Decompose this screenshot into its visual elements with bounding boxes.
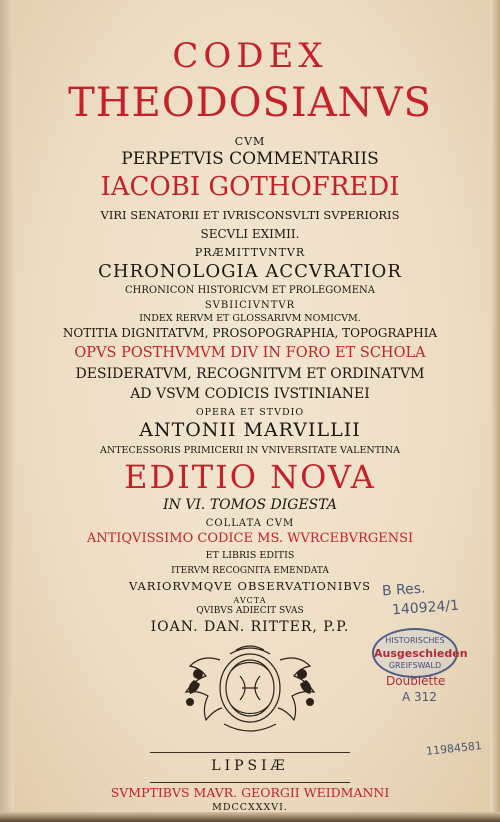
divider-rule (150, 782, 350, 783)
shelfmark-number: 140924/1 (391, 597, 460, 619)
page-edge-bottom (0, 812, 500, 822)
line-libris: ET LIBRIS EDITIS (205, 550, 295, 561)
author-name: IACOBI GOTHOFREDI (100, 172, 400, 202)
stamp-doublette-text: Doublette (386, 674, 446, 688)
line-tomos: IN VI. TOMOS DIGESTA (163, 497, 337, 513)
edition-label: EDITIO NOVA (124, 458, 376, 496)
shelfmark-res-note: B Res. (381, 580, 427, 600)
page-edge-right (490, 0, 500, 822)
line-perpetuis: PERPETVIS COMMENTARIIS (121, 149, 379, 169)
imprint-publisher: SVMPTIBVS MAVR. GEORGII WEIDMANNI (110, 785, 390, 800)
divider-rule (150, 752, 350, 753)
line-subiiciuntur: SVBIICIVNTVR (204, 300, 296, 311)
editor-name: ANTONII MARVILLII (139, 419, 361, 441)
line-aucta: AVCTA (233, 596, 267, 605)
side-inventory-number: 11984581 (425, 739, 483, 758)
stamp-bottom-text: GREIFSWALD (388, 661, 442, 670)
title-theodosianus: THEODOSIANVS (68, 80, 432, 126)
line-codice: ANTIQVISSIMO CODICE MS. WVRCEBVRGENSI (86, 531, 414, 546)
line-chronicon: CHRONICON HISTORICVM ET PROLEGOMENA (125, 285, 375, 296)
library-stamp (372, 628, 468, 678)
line-cum: CVM (234, 135, 266, 148)
line-ritter: IOAN. DAN. RITTER, P.P. (150, 619, 350, 635)
line-quibus: QVIBVS ADIECIT SVAS (196, 606, 304, 616)
imprint-place: LIPSIÆ (211, 758, 289, 774)
stamp-mid-text: Ausgeschieden (374, 647, 468, 660)
line-index: INDEX RERVM ET GLOSSARIVM NOMICVM. (139, 313, 361, 324)
imprint-year: MDCCXXXVI. (212, 802, 288, 813)
printer-device-vignette (160, 640, 340, 736)
stamp-top-text: HISTORISCHES (385, 636, 445, 645)
line-notitia: NOTITIA DIGNITATVM, PROSOPOGRAPHIA, TOPOGRAPHIA (62, 326, 438, 340)
line-ad-usum: AD VSVM CODICIS IVSTINIANEI (130, 386, 370, 402)
line-antecessoris: ANTECESSORIS PRIMICERII IN VNIVERSITATE VALENTINA (100, 445, 400, 456)
line-opera: OPERA ET STVDIO (195, 407, 305, 418)
line-iterum: ITERVM RECOGNITA EMENDATA (171, 566, 329, 576)
line-praemittuntur: PRÆMITTVNTVR (194, 246, 306, 259)
title-codex: CODEX (172, 36, 328, 76)
line-variorum: VARIORVMQVE OBSERVATIONIBVS (128, 579, 372, 593)
line-chronologia: CHRONOLOGIA ACCVRATIOR (98, 261, 402, 282)
line-opus: OPVS POSTHVMVM DIV IN FORO ET SCHOLA (74, 345, 426, 361)
line-seculi: SECVLI EXIMII. (200, 227, 300, 241)
line-viri: VIRI SENATORII ET IVRISCONSVLTI SVPERIORIS (100, 208, 400, 222)
stamp-hand-number: A 312 (402, 690, 437, 704)
line-desideratum: DESIDERATVM, RECOGNITVM ET ORDINATVM (75, 366, 425, 382)
line-collata: COLLATA CVM (205, 518, 295, 529)
